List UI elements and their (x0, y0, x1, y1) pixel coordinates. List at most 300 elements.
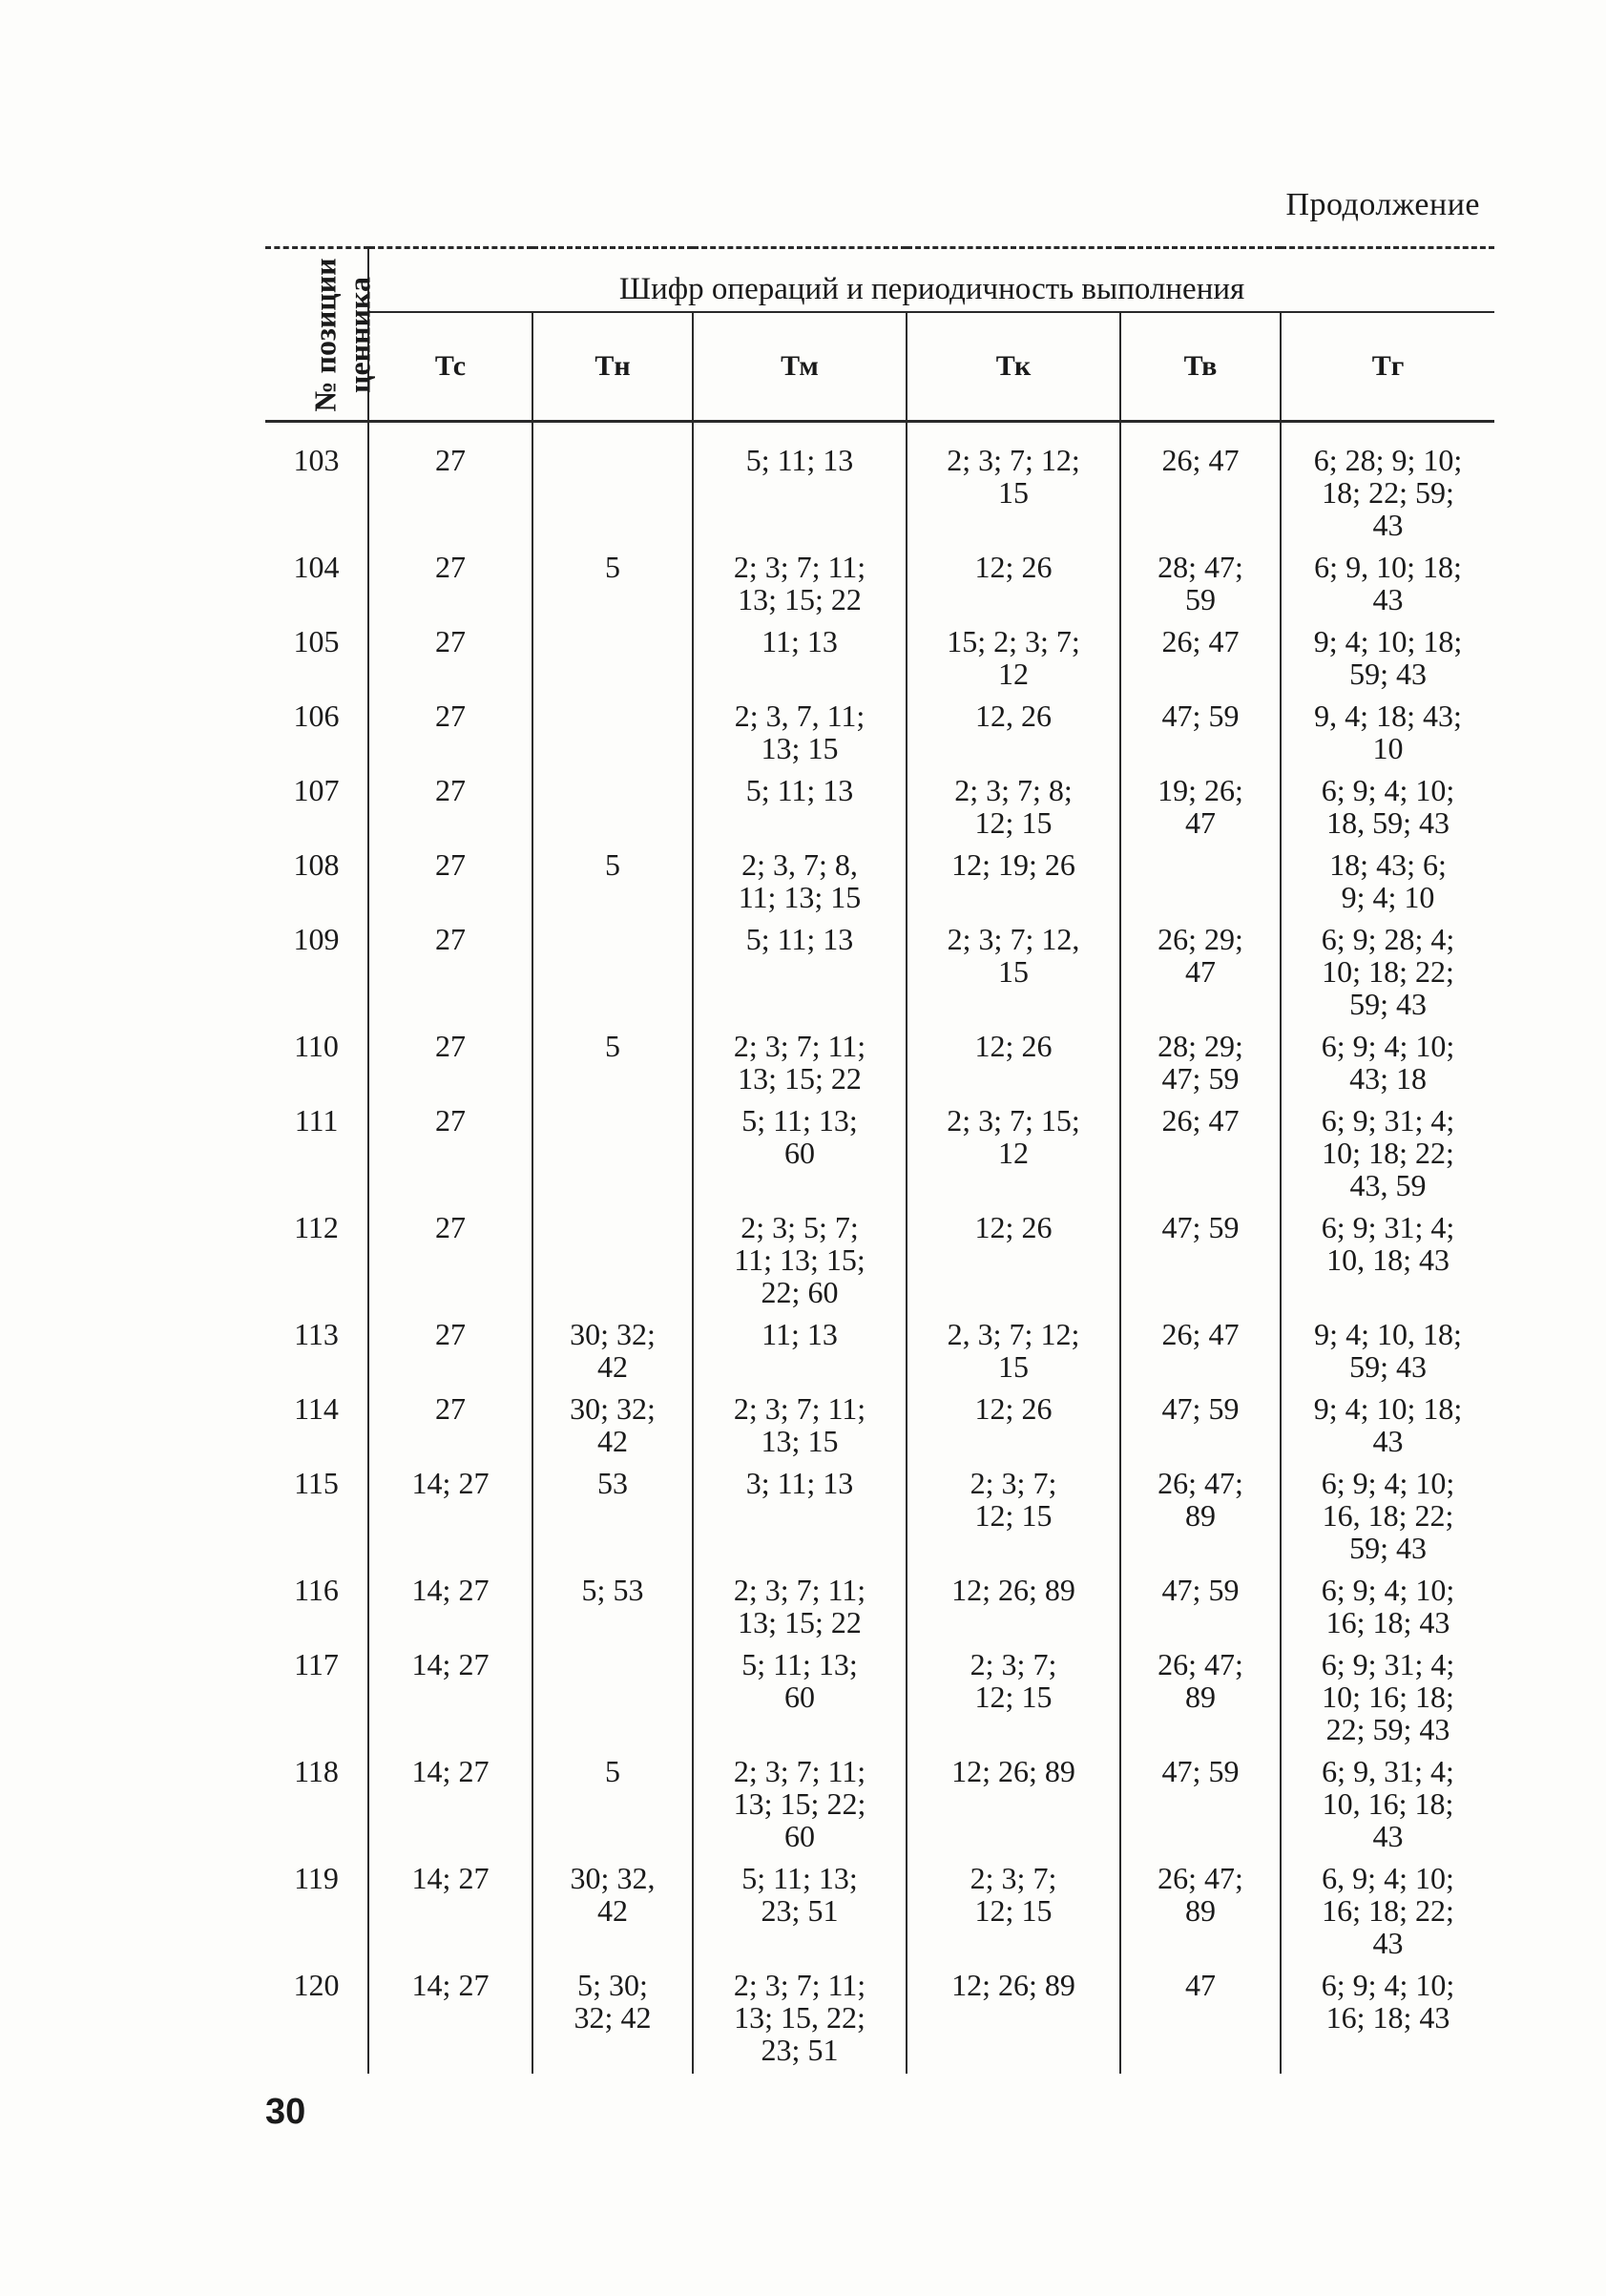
cell-line: 30; 32; (570, 1317, 656, 1351)
cell-line: 47; 59 (1161, 1391, 1240, 1426)
cell-tv (1120, 1028, 1281, 1102)
cell-line: 47 (1185, 1968, 1216, 2002)
table-row (265, 772, 1494, 846)
row-header-line-1: № (307, 380, 343, 412)
cell-tn (532, 1028, 693, 1102)
cell-line: 27 (435, 922, 466, 956)
cell-tv (1120, 1465, 1281, 1572)
cell-tn (532, 623, 693, 698)
cell-line: 32; 42 (574, 2000, 652, 2035)
cell-line: 6; 9; 4; 10; (1321, 1968, 1455, 2002)
cell-tm (693, 772, 907, 846)
cell-tv (1120, 549, 1281, 623)
cell-tc (368, 1572, 532, 1646)
cell-tc (368, 1209, 532, 1316)
cell-line: 10, 16; 18; (1322, 1786, 1454, 1821)
cell-line: 12; 26 (974, 1210, 1053, 1244)
cell-line: 13; 15; 22 (738, 1605, 862, 1639)
row-number-header-text (308, 258, 377, 411)
operations-table-container (265, 246, 1494, 2086)
cell-line: 2; 3; 7; 8; (954, 773, 1073, 807)
cell-line: 59; 43 (1349, 987, 1427, 1021)
cell-line: 2; 3; 7; 11; (733, 1029, 866, 1063)
row-number-cell: 103 (293, 443, 340, 477)
cell-line: 5; 11; 13; (741, 1861, 858, 1895)
cell-line: 10; 16; 18; (1322, 1680, 1454, 1714)
cell-line: 12, 26 (975, 699, 1052, 733)
cell-tg (1281, 1316, 1494, 1390)
cell-line: 2; 3; 7; 11; (733, 1391, 866, 1426)
cell-line: 47; 59 (1161, 1061, 1240, 1096)
table-row (265, 1102, 1494, 1209)
table-row (265, 846, 1494, 921)
cell-line: 22; 60 (761, 1275, 839, 1309)
cell-tc (368, 772, 532, 846)
cell-tv (1120, 921, 1281, 1028)
cell-line: 19; 26; (1158, 773, 1243, 807)
gap-cell (907, 422, 1120, 443)
cell-tv (1120, 1860, 1281, 1967)
cell-tg (1281, 698, 1494, 772)
cell-line: 16, 18; 22; (1322, 1498, 1454, 1533)
cell-line: 27 (435, 773, 466, 807)
row-number-cell: 115 (294, 1466, 339, 1500)
cell-tc (368, 1967, 532, 2074)
table-body (265, 422, 1494, 2075)
cell-line: 16; 18; 22; (1322, 1893, 1454, 1928)
operations-super-header: Шифр операций и периодичность выполнения (368, 248, 1494, 313)
cell-tv (1120, 1102, 1281, 1209)
cell-line: 3; 11; 13 (745, 1466, 854, 1500)
cell-line: 2; 3; 7; 11; (733, 550, 866, 584)
cell-line: 12; 26 (974, 1029, 1053, 1063)
table-row (265, 549, 1494, 623)
cell-line: 6; 9; 28; 4; (1321, 922, 1455, 956)
cell-tk (907, 1028, 1120, 1102)
gap-cell (265, 422, 368, 443)
cell-tm (693, 1572, 907, 1646)
cell-line: 12; 26; 89 (951, 1573, 1075, 1607)
cell-line: 26; 47 (1161, 1317, 1240, 1351)
table-row (265, 1646, 1494, 1753)
table-row (265, 1028, 1494, 1102)
table-row (265, 1390, 1494, 1465)
cell-line: 27 (435, 443, 466, 477)
row-number-header (265, 248, 377, 422)
cell-line: 9, 4; 18; 43; (1314, 699, 1462, 733)
cell-line: 16; 18; 43 (1325, 2000, 1450, 2035)
cell-line: 26; 29; (1158, 922, 1243, 956)
table-row (265, 1860, 1494, 1967)
cell-tn (532, 1967, 693, 2074)
cell-tg (1281, 549, 1494, 623)
cell-line: 6; 9; 31; 4; (1321, 1647, 1455, 1681)
cell-line: 27 (435, 1103, 466, 1138)
cell-line: 2; 3, 7, 11; (734, 699, 866, 733)
cell-line: 47; 59 (1161, 1754, 1240, 1788)
table-row (265, 1753, 1494, 1860)
cell-line: 5 (605, 550, 620, 584)
table-row (265, 1465, 1494, 1572)
cell-line: 6; 9; 4; 10; (1321, 773, 1455, 807)
cell-tg (1281, 1572, 1494, 1646)
cell-line: 43 (1372, 1424, 1404, 1458)
cell-line: 12; 26; 89 (951, 1968, 1075, 2002)
cell-line: 42 (597, 1424, 628, 1458)
row-number-cell: 116 (294, 1573, 339, 1607)
cell-tk (907, 1646, 1120, 1753)
cell-line: 18, 59; 43 (1326, 805, 1450, 840)
cell-line: 13; 15, 22; (734, 2000, 866, 2035)
row-number-cell: 107 (293, 773, 340, 807)
cell-tm (693, 1390, 907, 1465)
row-number-cell: 120 (293, 1968, 340, 2002)
cell-line: 12 (998, 1136, 1029, 1170)
cell-tk (907, 1209, 1120, 1316)
cell-tg (1281, 1102, 1494, 1209)
table-row (265, 623, 1494, 698)
cell-line: 2; 3; 7; (970, 1647, 1057, 1681)
column-header-tm: Тм (693, 312, 907, 422)
cell-tv (1120, 442, 1281, 549)
cell-tc (368, 1390, 532, 1465)
cell-line: 6; 9; 4; 10; (1321, 1029, 1455, 1063)
cell-line: 27 (435, 847, 466, 882)
cell-line: 15 (998, 954, 1029, 989)
cell-tm (693, 1465, 907, 1572)
cell-line: 2; 3; 5; 7; (740, 1210, 859, 1244)
cell-line: 47; 59 (1161, 699, 1240, 733)
cell-line: 43 (1372, 508, 1404, 542)
cell-line: 12; 15 (974, 1498, 1053, 1533)
cell-line: 6, 9; 4; 10; (1322, 1861, 1454, 1895)
cell-line: 5; 53 (581, 1573, 644, 1607)
cell-tg (1281, 772, 1494, 846)
cell-line: 27 (435, 624, 466, 658)
gap-cell (1281, 422, 1494, 443)
cell-tg (1281, 921, 1494, 1028)
cell-line: 12; 26 (974, 1391, 1053, 1426)
cell-tn (532, 1572, 693, 1646)
cell-tm (693, 1753, 907, 1860)
cell-line: 2; 3, 7; 8, (741, 847, 858, 882)
cell-line: 12; 15 (974, 805, 1053, 840)
cell-tc (368, 1028, 532, 1102)
cell-line: 16; 18; 43 (1325, 1605, 1450, 1639)
cell-line: 10, 18; 43 (1326, 1242, 1450, 1277)
row-number-cell: 118 (294, 1754, 339, 1788)
cell-tg (1281, 1860, 1494, 1967)
cell-tc (368, 1860, 532, 1967)
cell-tn (532, 1316, 693, 1390)
cell-tn (532, 772, 693, 846)
column-header-tv: Тв (1120, 312, 1281, 422)
cell-tn (532, 921, 693, 1028)
cell-line: 13; 15; 22; (733, 1786, 866, 1821)
cell-tg (1281, 1465, 1494, 1572)
cell-tk (907, 549, 1120, 623)
cell-line: 9; 4; 10, 18; (1314, 1317, 1462, 1351)
row-number-cell: 113 (294, 1317, 339, 1351)
cell-tm (693, 549, 907, 623)
cell-line: 11; 13; 15 (738, 880, 862, 914)
cell-tg (1281, 1390, 1494, 1465)
cell-line: 59 (1185, 582, 1216, 616)
cell-tc (368, 698, 532, 772)
cell-line: 22; 59; 43 (1325, 1712, 1450, 1746)
row-number-cell: 111 (294, 1103, 339, 1138)
cell-tv (1120, 698, 1281, 772)
page-number: 30 (265, 2092, 306, 2132)
row-number-cell: 117 (294, 1647, 339, 1681)
cell-tn (532, 1860, 693, 1967)
cell-line: 59; 43 (1349, 1531, 1427, 1565)
cell-tc (368, 623, 532, 698)
cell-line: 11; 13 (761, 1317, 838, 1351)
cell-line: 59; 43 (1349, 657, 1427, 691)
row-number-cell: 119 (294, 1861, 339, 1895)
cell-line: 2; 3; 7; 11; (733, 1968, 866, 2002)
cell-line: 13; 15; 22 (738, 1061, 862, 1096)
cell-line: 30; 32, (570, 1861, 656, 1895)
cell-line: 18; 43; 6; (1329, 847, 1447, 882)
column-header-tn: Тн (532, 312, 693, 422)
cell-tg (1281, 1646, 1494, 1753)
cell-line: 26; 47 (1161, 624, 1240, 658)
cell-line: 11; 13 (761, 624, 838, 658)
cell-tc (368, 549, 532, 623)
cell-line: 43 (1372, 1926, 1404, 1960)
cell-tv (1120, 1390, 1281, 1465)
cell-tg (1281, 1753, 1494, 1860)
cell-line: 2; 3; 7; (970, 1466, 1057, 1500)
cell-tg (1281, 1028, 1494, 1102)
cell-tc (368, 1102, 532, 1209)
cell-line: 89 (1185, 1680, 1216, 1714)
cell-tg (1281, 846, 1494, 921)
cell-tm (693, 1967, 907, 2074)
cell-line: 2, 3; 7; 12; (947, 1317, 1080, 1351)
cell-tc (368, 442, 532, 549)
cell-line: 6; 9, 31; 4; (1322, 1754, 1454, 1788)
cell-tn (532, 1465, 693, 1572)
row-number-cell: 106 (293, 699, 340, 733)
cell-line: 2; 3; 7; 15; (947, 1103, 1080, 1138)
cell-tm (693, 1646, 907, 1753)
cell-line: 26; 47 (1161, 1103, 1240, 1138)
cell-line: 11; 13; 15; (734, 1242, 866, 1277)
cell-line: 28; 47; (1158, 550, 1243, 584)
cell-line: 13; 15; 22 (738, 582, 862, 616)
cell-tc (368, 921, 532, 1028)
cell-line: 89 (1185, 1498, 1216, 1533)
cell-line: 10; 18; 22; (1322, 1136, 1454, 1170)
cell-line: 5; 11; 13 (745, 443, 854, 477)
cell-tm (693, 1316, 907, 1390)
cell-line: 43, 59 (1349, 1168, 1427, 1202)
cell-line: 60 (784, 1819, 815, 1853)
cell-line: 27 (435, 1391, 466, 1426)
cell-line: 27 (435, 550, 466, 584)
cell-line: 26; 47; (1158, 1861, 1243, 1895)
cell-line: 5; 30; (577, 1968, 648, 2002)
gap-cell (368, 422, 532, 443)
cell-line: 15; 2; 3; 7; (947, 624, 1080, 658)
cell-line: 6; 9; 31; 4; (1321, 1210, 1455, 1244)
cell-tv (1120, 1209, 1281, 1316)
cell-line: 13; 15 (761, 731, 839, 765)
cell-line: 18; 22; 59; (1322, 475, 1454, 510)
cell-tn (532, 442, 693, 549)
cell-tm (693, 1860, 907, 1967)
cell-tn (532, 549, 693, 623)
cell-line: 47 (1185, 954, 1216, 989)
cell-line: 23; 51 (761, 1893, 839, 1928)
table-row (265, 1572, 1494, 1646)
cell-line: 2; 3; 7; 12; (947, 443, 1080, 477)
table-row (265, 442, 1494, 549)
table-row (265, 921, 1494, 1028)
cell-line: 5 (605, 1754, 620, 1788)
cell-line: 89 (1185, 1893, 1216, 1928)
cell-line: 6; 28; 9; 10; (1313, 443, 1463, 477)
cell-tn (532, 698, 693, 772)
table-row (265, 1967, 1494, 2074)
cell-tm (693, 921, 907, 1028)
cell-tc (368, 846, 532, 921)
cell-line: 53 (597, 1466, 628, 1500)
cell-line: 30; 32; (570, 1391, 656, 1426)
cell-line: 15 (998, 475, 1029, 510)
continued-label: Продолжение (1285, 187, 1480, 222)
cell-tm (693, 846, 907, 921)
cell-tk (907, 1316, 1120, 1390)
cell-tk (907, 623, 1120, 698)
cell-line: 12; 15 (974, 1680, 1053, 1714)
cell-tk (907, 772, 1120, 846)
cell-tc (368, 1316, 532, 1390)
cell-tk (907, 921, 1120, 1028)
cell-tk (907, 1102, 1120, 1209)
cell-line: 27 (435, 1029, 466, 1063)
table-gap-row (265, 422, 1494, 443)
cell-line: 47 (1185, 805, 1216, 840)
cell-line: 2; 3; 7; 11; (733, 1754, 866, 1788)
cell-line: 43 (1372, 582, 1404, 616)
row-number-cell: 109 (293, 922, 340, 956)
cell-tc (368, 1465, 532, 1572)
cell-line: 15 (998, 1349, 1029, 1384)
cell-tn (532, 846, 693, 921)
cell-tv (1120, 772, 1281, 846)
cell-line: 9; 4; 10 (1341, 880, 1435, 914)
cell-tc (368, 1753, 532, 1860)
cell-line: 12 (998, 657, 1029, 691)
row-number-cell: 114 (294, 1391, 339, 1426)
table-row (265, 698, 1494, 772)
cell-line: 10; 18; 22; (1322, 954, 1454, 989)
cell-tm (693, 1028, 907, 1102)
cell-line: 23; 51 (761, 2033, 839, 2067)
cell-line: 27 (435, 1317, 466, 1351)
cell-line: 5 (605, 847, 620, 882)
gap-cell (693, 422, 907, 443)
cell-tc (368, 1646, 532, 1753)
cell-line: 42 (597, 1893, 628, 1928)
cell-tk (907, 1753, 1120, 1860)
cell-line: 26; 47; (1158, 1647, 1243, 1681)
header-row-columns (265, 312, 1494, 422)
cell-tm (693, 698, 907, 772)
cell-tn (532, 1102, 693, 1209)
cell-tn (532, 1753, 693, 1860)
row-number-cell: 104 (293, 550, 340, 584)
cell-line: 59; 43 (1349, 1349, 1427, 1384)
column-header-tg: Тг (1281, 312, 1494, 422)
cell-line: 27 (435, 1210, 466, 1244)
cell-line: 14; 27 (411, 1466, 490, 1500)
cell-line: 5; 11; 13; (741, 1647, 858, 1681)
cell-tg (1281, 623, 1494, 698)
cell-tv (1120, 1753, 1281, 1860)
cell-tg (1281, 442, 1494, 549)
cell-line: 26; 47; (1158, 1466, 1243, 1500)
cell-line: 14; 27 (411, 1647, 490, 1681)
cell-line: 9; 4; 10; 18; (1313, 624, 1463, 658)
cell-line: 13; 15 (761, 1424, 839, 1458)
row-number-cell: 112 (294, 1210, 339, 1244)
cell-line: 14; 27 (411, 1754, 490, 1788)
cell-tm (693, 1209, 907, 1316)
cell-line: 43 (1372, 1819, 1404, 1853)
header-row-top (265, 248, 1494, 313)
cell-line: 47; 59 (1161, 1210, 1240, 1244)
cell-line: 6; 9, 10; 18; (1314, 550, 1462, 584)
cell-tv (1120, 1316, 1281, 1390)
cell-line: 14; 27 (411, 1573, 490, 1607)
cell-line: 6; 9; 4; 10; (1321, 1573, 1455, 1607)
cell-tk (907, 1967, 1120, 2074)
cell-line: 42 (597, 1349, 628, 1384)
operations-table (265, 246, 1494, 2074)
cell-line: 5; 11; 13 (745, 922, 854, 956)
cell-line: 2; 3; 7; (970, 1861, 1057, 1895)
row-header-line-2: позиции (307, 257, 343, 373)
gap-cell (532, 422, 693, 443)
cell-tn (532, 1646, 693, 1753)
column-header-tk: Тк (907, 312, 1120, 422)
cell-line: 12; 26 (974, 550, 1053, 584)
cell-line: 9; 4; 10; 18; (1313, 1391, 1463, 1426)
cell-line: 43; 18 (1349, 1061, 1427, 1096)
cell-tk (907, 442, 1120, 549)
cell-tv (1120, 846, 1281, 921)
cell-tg (1281, 1209, 1494, 1316)
cell-line: 6; 9; 31; 4; (1321, 1103, 1455, 1138)
cell-line: 27 (435, 699, 466, 733)
cell-line: 12; 19; 26 (951, 847, 1075, 882)
cell-tk (907, 846, 1120, 921)
row-number-cell: 105 (293, 624, 340, 658)
cell-line: 14; 27 (411, 1968, 490, 2002)
cell-line: 47; 59 (1161, 1573, 1240, 1607)
gap-cell (1120, 422, 1281, 443)
cell-tv (1120, 1572, 1281, 1646)
cell-tv (1120, 1967, 1281, 2074)
cell-line: 10 (1372, 731, 1404, 765)
cell-tk (907, 1572, 1120, 1646)
cell-tn (532, 1390, 693, 1465)
